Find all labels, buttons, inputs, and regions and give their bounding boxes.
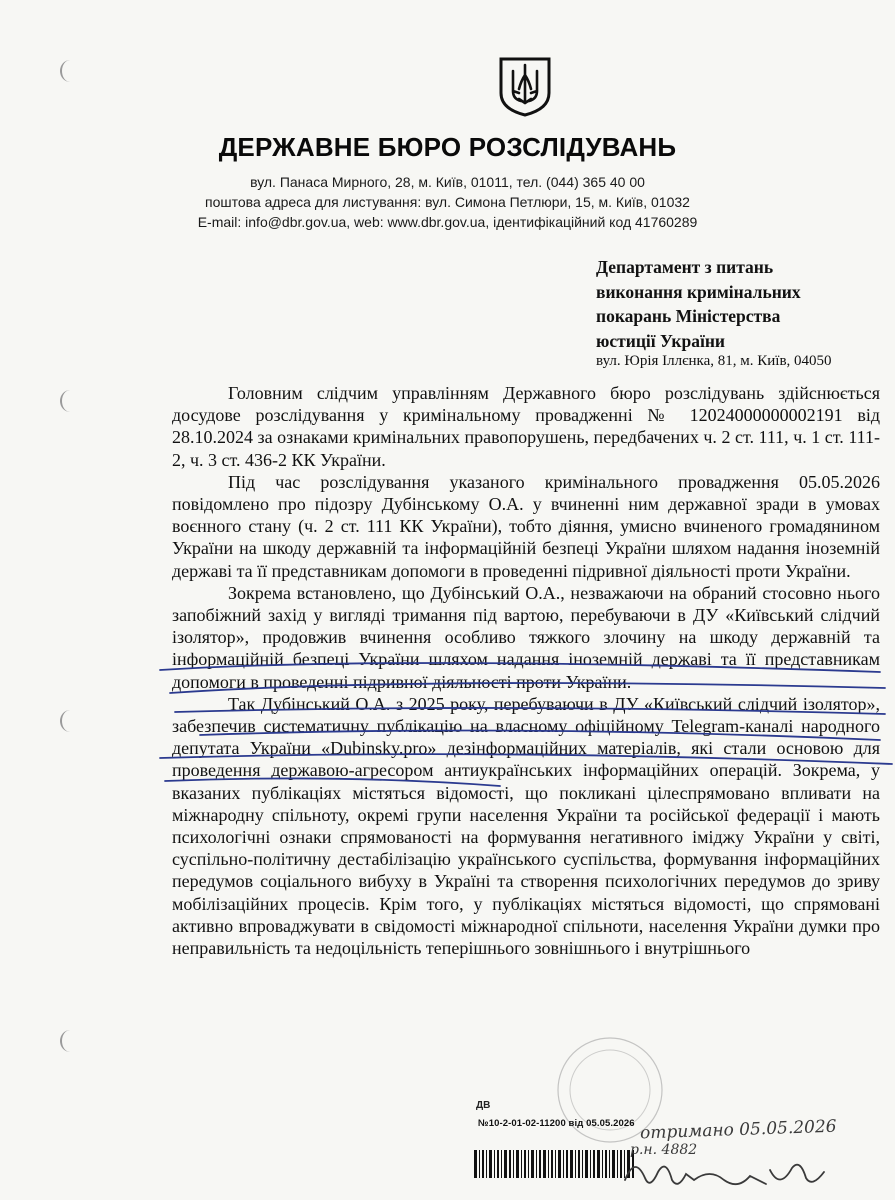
contact-details: E-mail: info@dbr.gov.ua, web: www.dbr.gov.ua, ідентифікаційний код 41760289 [197,214,698,230]
organization-address: вул. Панаса Мирного, 28, м. Київ, 01011, тел. (044) 365 40 00 [250,174,645,190]
organization-title: ДЕРЖАВНЕ БЮРО РОЗСЛІДУВАНЬ [218,132,677,162]
coat-of-arms-icon [497,55,553,117]
body-paragraph: Так Дубінський О.А. з 2025 року, перебуваючи в ДУ «Київський слідчий ізолятор», забезпечив систематичну публікацію на власному офіційному Telegram-каналі народного депутата України «Dubinsky.pro» дезінформаційних матеріалів, які стали основою для проведення державою-агресором антиукраїнських інформаційних операцій. Зокрема, у вказаних публікаціях містяться відомості, що покликані цілеспрямовано впливати на міжнародну спільноту, окремі групи населення України та російської федерації і мають психологічні ознаки спрямованості на формування негативного іміджу України у світі, суспільно-політичну дестабілізацію українського суспільства, формування інформаційних передумов соціального вибуху в Україні та створення психологічних передумов до зриву мобілізаційних процесів. Крім того, у публікаціях містяться відомості, що спрямовані активно впроваджувати в свідомості міжнародної спільноти, населення України думки про неправильність та недоцільність теперішнього зовнішнього і внутрішнього [172,693,880,959]
letter-body [172,382,880,959]
handwritten-receipt-note: отримано 05.05.2026 [639,1116,837,1144]
barcode-icon [474,1150,634,1178]
punch-hole-mark [60,60,80,82]
addressee-line: виконання кримінальних [596,281,801,302]
punch-hole-mark [60,1030,80,1052]
addressee-line: Департамент з питань [596,257,774,277]
body-paragraph: Головним слідчим управлінням Державного бюро розслідувань здійснюється досудове розслідування у кримінальному провадженні № 12024000000002191 від 28.10.2024 за ознаками кримінальних правопорушень, передбачених ч. 2 ст. 111, ч. 1 ст. 111-2, ч. 3 ст. 436-2 КК України. [172,383,880,470]
addressee-line: юстиції України [596,330,726,351]
addressee-address: вул. Юрія Іллєнка, 81, м. Київ, 04050 [596,353,832,369]
addressee-block [596,255,886,353]
body-paragraph: Зокрема встановлено, що Дубінський О.А., незважаючи на обраний стосовно нього запобіжний захід у вигляді тримання під вартою, перебуваючи в ДУ «Київський слідчий ізолятор», продовжив вчинення особливо тяжкого злочину на шкоду державній та інформаційній безпеці України шляхом надання іноземній державі та її представникам допомоги в проведенні підривної діяльності проти України. [172,582,880,692]
stamp-letters: ДВ [476,1100,491,1111]
handwritten-signature [620,1150,830,1195]
addressee-line: покарань Міністерства [596,306,781,326]
body-paragraph: Під час розслідування указаного кримінального провадження 05.05.2026 повідомлено про підозру Дубінському О.А. у вчиненні ним державної зради в умовах воєнного стану (ч. 2 ст. 111 КК України), тобто діяння, умисно вчиненого громадянином України на шкоду державній та інформаційній безпеці України шляхом надання іноземній державі та її представникам допомоги в проведенні підривної діяльності проти України. [172,471,880,581]
registration-number: №10-2-01-02-11200 від 05.05.2026 [478,1118,635,1129]
punch-hole-mark [60,710,80,732]
handwritten-registration-number: р.н. 4882 [630,1142,698,1158]
postal-address: поштова адреса для листування: вул. Симона Петлюри, 15, м. Київ, 01032 [205,194,690,210]
punch-hole-mark [60,390,80,412]
